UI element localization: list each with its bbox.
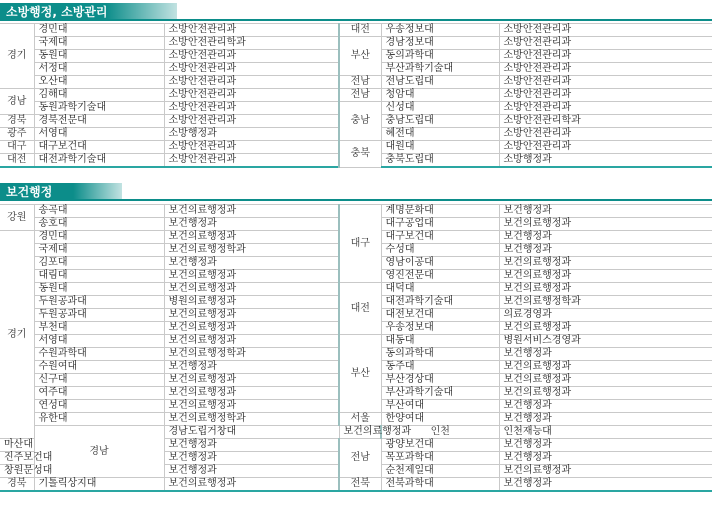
region-cell: 경기 [0,231,34,439]
table-row [0,335,712,348]
department-cell: 소방안전관리과 [164,89,339,102]
school-cell: 신성대 [381,102,499,115]
school-cell: 충남도립대 [381,115,499,128]
department-cell: 소방행정과 [499,154,712,168]
department-cell: 병원서비스경영과 [499,335,712,348]
school-cell: 대전과학기술대 [381,296,499,309]
school-cell: 대구보건대 [34,141,164,154]
department-cell: 보건의료행정과 [499,361,712,374]
school-cell: 동원대 [34,50,164,63]
region-cell: 광주 [0,128,34,141]
school-cell: 대동대 [381,335,499,348]
department-cell: 보건의료행정과 [499,257,712,270]
school-cell: 광양보건대 [381,439,499,452]
department-cell: 보건의료행정과 [164,400,339,413]
department-cell: 보건의료행정과 [164,309,339,322]
school-cell: 대덕대 [381,283,499,296]
table-row [0,283,712,296]
department-cell: 보건의료행정과 [499,387,712,400]
department-cell: 소방안전관리과 [164,102,339,115]
region-cell: 전북 [339,478,381,492]
school-cell: 우송정보대 [381,24,499,37]
school-cell: 부천대 [34,322,164,335]
department-cell: 소방안전관리과 [164,76,339,89]
school-cell: 수원과학대 [34,348,164,361]
region-cell: 인천 [381,426,499,439]
school-cell: 두원공과대 [34,309,164,322]
department-cell: 보건의료행정과 [164,322,339,335]
region-cell: 경북 [0,478,34,492]
region-cell: 경남 [0,89,34,115]
department-cell: 보건의료행정과 [164,478,339,492]
region-cell: 경남 [34,426,164,478]
school-cell: 경민대 [34,24,164,37]
school-cell: 서정대 [34,63,164,76]
school-cell: 전북과학대 [381,478,499,492]
table-row [0,413,712,426]
school-cell: 부산경상대 [381,374,499,387]
department-cell: 보건의료행정과 [164,387,339,400]
department-cell: 보건행정과 [499,439,712,452]
school-cell: 마산대 [0,439,34,452]
region-cell: 충북 [339,141,381,168]
school-cell: 대원대 [381,141,499,154]
department-cell: 소방안전관리과 [499,141,712,154]
department-cell: 보건의료행정과 [499,270,712,283]
department-cell: 소방안전관리학과 [164,37,339,50]
department-cell: 보건의료행정학과 [164,413,339,426]
department-cell: 소방안전관리과 [164,50,339,63]
school-cell: 진주보건대 [0,452,34,465]
school-cell: 충북도립대 [381,154,499,168]
department-cell: 소방안전관리학과 [499,115,712,128]
department-cell: 병원의료행정과 [164,296,339,309]
region-cell: 대전 [0,154,34,168]
department-cell: 보건행정과 [499,205,712,218]
department-cell: 보건의료행정과 [164,374,339,387]
school-cell: 계명문화대 [381,205,499,218]
school-cell: 두원공과대 [34,296,164,309]
school-cell: 동의과학대 [381,50,499,63]
region-cell: 대전 [339,283,381,335]
school-cell: 신구대 [34,374,164,387]
school-cell: 송곡대 [34,205,164,218]
table-row [0,102,712,115]
department-cell: 소방안전관리과 [164,115,339,128]
department-cell: 보건행정과 [164,465,339,478]
table-row [0,205,712,218]
department-cell: 소방안전관리과 [499,76,712,89]
school-cell: 유한대 [34,413,164,426]
region-cell: 부산 [339,335,381,413]
school-cell: 동의과학대 [381,348,499,361]
department-cell: 보건의료행정과 [499,218,712,231]
fire-admin-table [0,23,712,168]
department-cell: 소방안전관리과 [499,50,712,63]
department-cell: 보건의료행정과 [164,270,339,283]
school-cell: 대구공업대 [381,218,499,231]
school-cell: 서영대 [34,128,164,141]
department-cell: 보건행정과 [164,452,339,465]
school-cell: 동원대 [34,283,164,296]
school-cell: 국제대 [34,37,164,50]
school-cell: 경북전문대 [34,115,164,128]
school-cell: 부산여대 [381,400,499,413]
department-cell: 보건의료행정과 [164,231,339,244]
region-cell: 충남 [339,102,381,141]
department-cell: 보건행정과 [499,348,712,361]
department-cell: 보건행정과 [164,439,339,452]
school-cell: 수원여대 [34,361,164,374]
table-row [0,37,712,50]
section-title-health: 보건행정 [0,183,122,201]
department-cell: 보건행정과 [499,244,712,257]
table-row [0,24,712,37]
department-cell: 보건행정과 [499,400,712,413]
department-cell: 보건의료행정학과 [499,296,712,309]
school-cell: 부산과학기술대 [381,387,499,400]
department-cell: 보건의료행정과 [164,283,339,296]
department-cell: 소방안전관리과 [164,141,339,154]
school-cell: 경민대 [34,231,164,244]
department-cell: 보건의료행정과 [499,465,712,478]
school-cell: 오산대 [34,76,164,89]
region-cell: 강원 [0,205,34,231]
school-cell: 목포과학대 [381,452,499,465]
school-cell: 경남도립거창대 [164,426,339,439]
table-row [0,141,712,154]
school-cell: 송호대 [34,218,164,231]
school-cell: 인천재능대 [499,426,712,439]
section-header-health [0,183,712,201]
region-cell: 전남 [339,89,381,102]
school-cell: 부산과학기술대 [381,63,499,76]
region-cell: 대전 [339,24,381,37]
department-cell: 보건행정과 [164,361,339,374]
department-cell: 보건의료행정학과 [164,244,339,257]
department-cell: 보건의료행정과 [499,374,712,387]
department-cell: 보건의료행정과 [339,426,381,439]
department-cell: 보건의료행정과 [499,283,712,296]
department-cell: 보건의료행정과 [164,335,339,348]
school-cell: 우송정보대 [381,322,499,335]
school-cell: 김해대 [34,89,164,102]
section-header-fire [0,3,712,21]
school-cell: 동주대 [381,361,499,374]
school-cell: 대전과학기술대 [34,154,164,168]
region-cell: 부산 [339,37,381,76]
school-cell: 청암대 [381,89,499,102]
school-cell: 창원문성대 [0,465,34,478]
department-cell: 보건의료행정과 [164,205,339,218]
department-cell: 소방안전관리과 [164,63,339,76]
department-cell: 소방안전관리과 [499,24,712,37]
school-cell: 영남이공대 [381,257,499,270]
table-row [0,478,712,492]
department-cell: 보건행정과 [164,218,339,231]
section-underline [0,199,712,201]
department-cell: 소방안전관리과 [164,154,339,168]
school-cell: 전남도립대 [381,76,499,89]
department-cell: 소방안전관리과 [499,102,712,115]
department-cell: 보건행정과 [499,452,712,465]
school-cell: 국제대 [34,244,164,257]
school-cell: 영진전문대 [381,270,499,283]
department-cell: 소방안전관리과 [499,63,712,76]
department-cell: 보건행정과 [164,257,339,270]
region-cell: 전남 [339,76,381,89]
section-title-fire: 소방행정, 소방관리 [0,3,177,21]
department-cell: 소방행정과 [164,128,339,141]
school-cell: 김포대 [34,257,164,270]
region-cell: 서울 [339,413,381,426]
school-cell: 대림대 [34,270,164,283]
school-cell: 동원과학기술대 [34,102,164,115]
school-cell: 한양여대 [381,413,499,426]
school-cell: 대구보건대 [381,231,499,244]
department-cell: 소방안전관리과 [499,37,712,50]
section-underline [0,19,712,21]
school-cell: 여주대 [34,387,164,400]
table-row [0,89,712,102]
region-cell: 경북 [0,115,34,128]
region-cell: 경기 [0,24,34,89]
region-cell: 전남 [339,439,381,478]
school-cell: 경남정보대 [381,37,499,50]
department-cell: 보건행정과 [499,231,712,244]
department-cell: 보건행정과 [499,413,712,426]
table-row [0,76,712,89]
region-cell: 대구 [0,141,34,154]
region-cell: 대구 [339,205,381,283]
school-cell: 수성대 [381,244,499,257]
department-cell: 보건의료행정과 [499,322,712,335]
department-cell: 의료경영과 [499,309,712,322]
table-row [0,426,712,439]
school-cell: 서영대 [34,335,164,348]
department-cell: 보건행정과 [499,478,712,492]
department-cell: 보건의료행정학과 [164,348,339,361]
department-cell: 소방안전관리과 [499,89,712,102]
school-cell: 연성대 [34,400,164,413]
school-cell: 순천제일대 [381,465,499,478]
school-cell: 대전보건대 [381,309,499,322]
school-cell: 기톨릭상지대 [34,478,164,492]
department-cell: 소방안전관리과 [164,24,339,37]
department-cell: 소방안전관리과 [499,128,712,141]
school-cell: 혜전대 [381,128,499,141]
health-admin-table [0,204,712,492]
